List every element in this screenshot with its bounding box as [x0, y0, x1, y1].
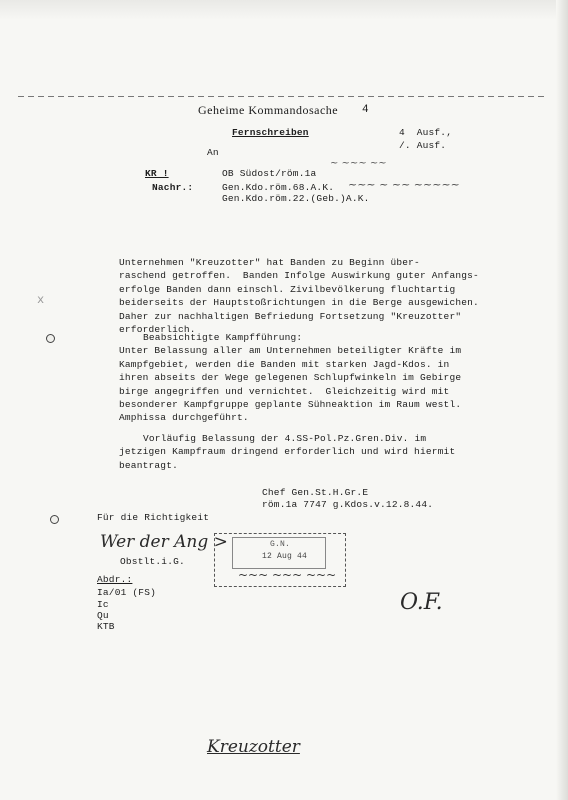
sheet-edge	[18, 96, 548, 97]
cc-recipient-2: Gen.Kdo.röm.22.(Geb.)A.K.	[222, 193, 370, 204]
para3-line: jetzigen Kampfraum dringend erforderlich und wird hiermit	[119, 446, 456, 458]
handwritten-initials: O.F.	[400, 590, 443, 615]
para3-line: beantragt.	[119, 459, 179, 471]
certification-label: Für die Richtigkeit	[97, 512, 210, 523]
paragraph-3	[119, 432, 455, 472]
recipient-main: OB Südost/röm.1a	[222, 168, 317, 179]
para2-line: Unter Belassung aller am Unternehmen beteiligter Kräfte im	[119, 345, 462, 357]
distribution-item: Ia/01 (FS)	[97, 587, 157, 598]
stamp-text: G.N.	[270, 540, 291, 549]
addressee-label: An	[207, 147, 219, 158]
scan-right-edge	[556, 0, 568, 800]
para1-line: erfolge Banden dann einschl. Zivilbevölkerung fluchtartig	[119, 283, 456, 295]
paragraph-2	[119, 331, 461, 425]
scan-edge	[0, 0, 568, 20]
signature-title: Chef Gen.St.H.Gr.E	[262, 487, 369, 498]
punch-hole	[46, 334, 55, 343]
distribution-item: Qu	[97, 610, 109, 621]
para3-line: Vorläufig Belassung der 4.SS-Pol.Pz.Gren.Div. im	[143, 433, 427, 444]
handwritten-signature: Wer der Ang >	[100, 532, 228, 552]
paragraph-1	[119, 256, 479, 336]
para2-line: birge angegriffen und vernichtet. Gleichzeitig wird mit	[119, 385, 450, 397]
para1-line: erforderlich.	[119, 324, 196, 336]
distribution-item: KTB	[97, 621, 115, 632]
para2-line: Kampfgebiet, werden die Banden mit starken Jagd-Kdos. in	[119, 358, 450, 370]
copies-line-2: /. Ausf.	[399, 140, 447, 151]
form-type: Fernschreiben	[232, 127, 309, 138]
distribution-label: Abdr.:	[97, 574, 133, 585]
classification-heading: Geheime Kommandosache	[198, 103, 339, 117]
handwritten-operation-name: Kreuzotter	[207, 737, 300, 757]
para2-line: ihren abseits der Wege gelegenen Schlupfwinkeln im Gebirge	[119, 372, 462, 384]
para1-line: Daher zur nachhaltigen Befriedung Fortsetzung "Kreuzotter"	[119, 310, 462, 322]
copies-line-1: 4 Ausf.,	[399, 127, 453, 138]
para2-line: besonderer Kampfgruppe geplante Sühneaktion im Raum westl.	[119, 399, 462, 411]
para2-line: Amphissa durchgeführt.	[119, 412, 249, 424]
certification-rank: Obstlt.i.G.	[120, 556, 185, 567]
signature-reference: röm.1a 7747 g.Kdos.v.12.8.44.	[262, 499, 434, 510]
punch-hole	[50, 515, 59, 524]
stamp-date: 12 Aug 44	[262, 552, 308, 561]
stamp-handwriting: ~~~ ~~~ ~~~	[238, 568, 337, 582]
handwritten-scribble-2: ~~~ ~ ~~ ~~~~~	[348, 178, 460, 191]
handwritten-scribble-1: ~ ~~~ ~~	[330, 158, 387, 169]
copy-mark: 4	[362, 104, 369, 116]
cc-recipient-1: Gen.Kdo.röm.68.A.K.	[222, 182, 335, 193]
para2-line: Beabsichtigte Kampfführung:	[143, 332, 303, 343]
distribution-item: Ic	[97, 599, 109, 610]
para1-line: raschend getroffen. Banden Infolge Auswirkung guter Anfangs-	[119, 270, 479, 282]
margin-mark: x	[37, 293, 45, 307]
cc-label: Nachr.:	[152, 182, 194, 193]
para1-line: Unternehmen "Kreuzotter" hat Banden zu Beginn über-	[119, 257, 420, 268]
para1-line: beiderseits der Hauptstoßrichtungen in die Berge ausgewichen.	[119, 297, 479, 309]
priority-mark: KR !	[145, 168, 169, 179]
